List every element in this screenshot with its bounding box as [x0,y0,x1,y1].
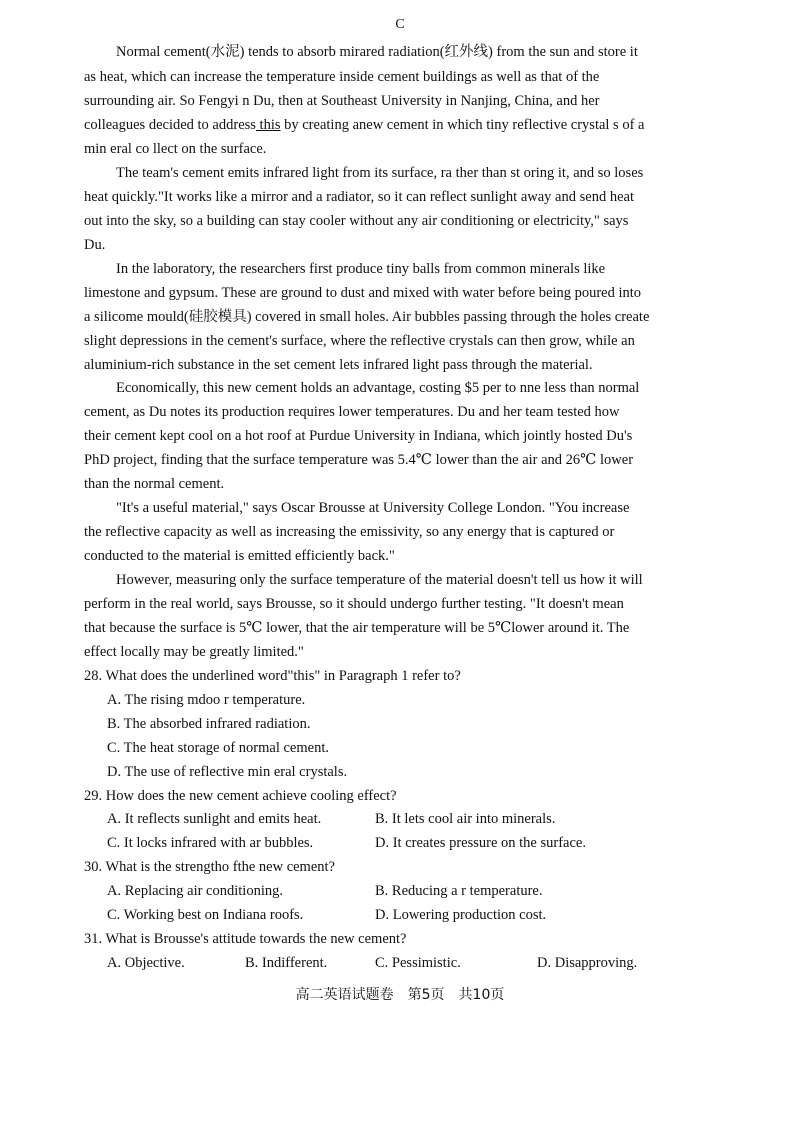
page-footer: 高二英语试题卷 第5页 共10页 [295,987,505,1003]
text-line: Du. [84,237,106,253]
answer-option: B. Reducing a r temperature. [375,883,543,899]
text-line: heat quickly."It works like a mirror and a radiator, so it can reflect sunlight away and send heat [84,189,634,205]
answer-option: C. Working best on Indiana roofs. [107,907,304,923]
text-line [84,117,764,133]
section-label: C [395,17,405,32]
text-line: than the normal cement. [84,476,225,492]
text-line: limestone and gypsum. These are ground to dust and mixed with water before being poured into [84,285,642,301]
answer-option: C. The heat storage of normal cement. [107,740,329,756]
answer-option: D. The use of reflective min eral crystals. [107,764,348,780]
answer-option: D. Lowering production cost. [375,907,547,923]
answer-option: D. Disapproving. [537,955,638,971]
text-line: slight depressions in the cement's surface, where the reflective crystals can then grow, while an [84,333,635,349]
text-line: "It's a useful material," says Oscar Brousse at University College London. "You increase [116,500,630,516]
text-line: In the laboratory, the researchers first produce tiny balls from common minerals like [116,261,606,277]
answer-option: A. The rising mdoo r temperature. [107,692,306,708]
text-line: that because the surface is 5℃ lower, that the air temperature will be 5℃lower around it. The [84,620,630,636]
text-line: However, measuring only the surface temperature of the material doesn't tell us how it will [116,572,643,588]
text-line: their cement kept cool on a hot roof at Purdue University in Indiana, which jointly hosted Du's [84,428,633,444]
text-span: by creating anew cement in which tiny reflective crystal s of a [280,117,645,133]
text-line: min eral co llect on the surface. [84,141,267,157]
question-stem: 30. What is the strengtho fthe new cement? [84,859,335,875]
text-line: Normal cement(水泥) tends to absorb mirared radiation(红外线) from the sun and store it [116,44,638,60]
question-stem: 31. What is Brousse's attitude towards the new cement? [84,931,407,947]
answer-option: A. Objective. [107,955,185,971]
answer-option: C. It locks infrared with ar bubbles. [107,835,314,851]
answer-option: B. Indifferent. [245,955,328,971]
underlined-word: this [255,117,281,133]
text-line: effect locally may be greatly limited." [84,644,304,660]
answer-option: B. It lets cool air into minerals. [375,811,556,827]
text-line: conducted to the material is emitted efficiently back." [84,548,395,564]
text-line: perform in the real world, says Brousse, so it should undergo further testing. "It doesn't mean [84,596,624,612]
answer-option: C. Pessimistic. [375,955,461,971]
answer-option: A. Replacing air conditioning. [107,883,283,899]
text-line: surrounding air. So Fengyi n Du, then at Southeast University in Nanjing, China, and her [84,93,600,109]
answer-option: B. The absorbed infrared radiation. [107,716,311,732]
text-line: a silicome mould(硅胶模具) covered in small holes. Air bubbles passing through the holes create [84,309,650,325]
text-line: Economically, this new cement holds an advantage, costing $5 per to nne less than normal [116,380,640,396]
text-line: The team's cement emits infrared light from its surface, ra ther than st oring it, and so loses [116,165,644,181]
text-line: as heat, which can increase the temperature inside cement buildings as well as that of the [84,69,600,85]
text-line: PhD project, finding that the surface temperature was 5.4℃ lower than the air and 26℃ lower [84,452,634,468]
question-stem: 28. What does the underlined word"this" in Paragraph 1 refer to? [84,668,461,684]
text-line: cement, as Du notes its production requires lower temperatures. Du and her team tested how [84,404,620,420]
text-span: colleagues decided to address [84,117,256,133]
answer-option: A. It reflects sunlight and emits heat. [107,811,322,827]
text-line: aluminium-rich substance in the set cement lets infrared light pass through the material. [84,357,593,373]
text-line: the reflective capacity as well as increasing the emissivity, so any energy that is captured or [84,524,615,540]
question-stem: 29. How does the new cement achieve cooling effect? [84,788,397,804]
text-line: out into the sky, so a building can stay cooler without any air conditioning or electricity," says [84,213,629,229]
answer-option: D. It creates pressure on the surface. [375,835,586,851]
